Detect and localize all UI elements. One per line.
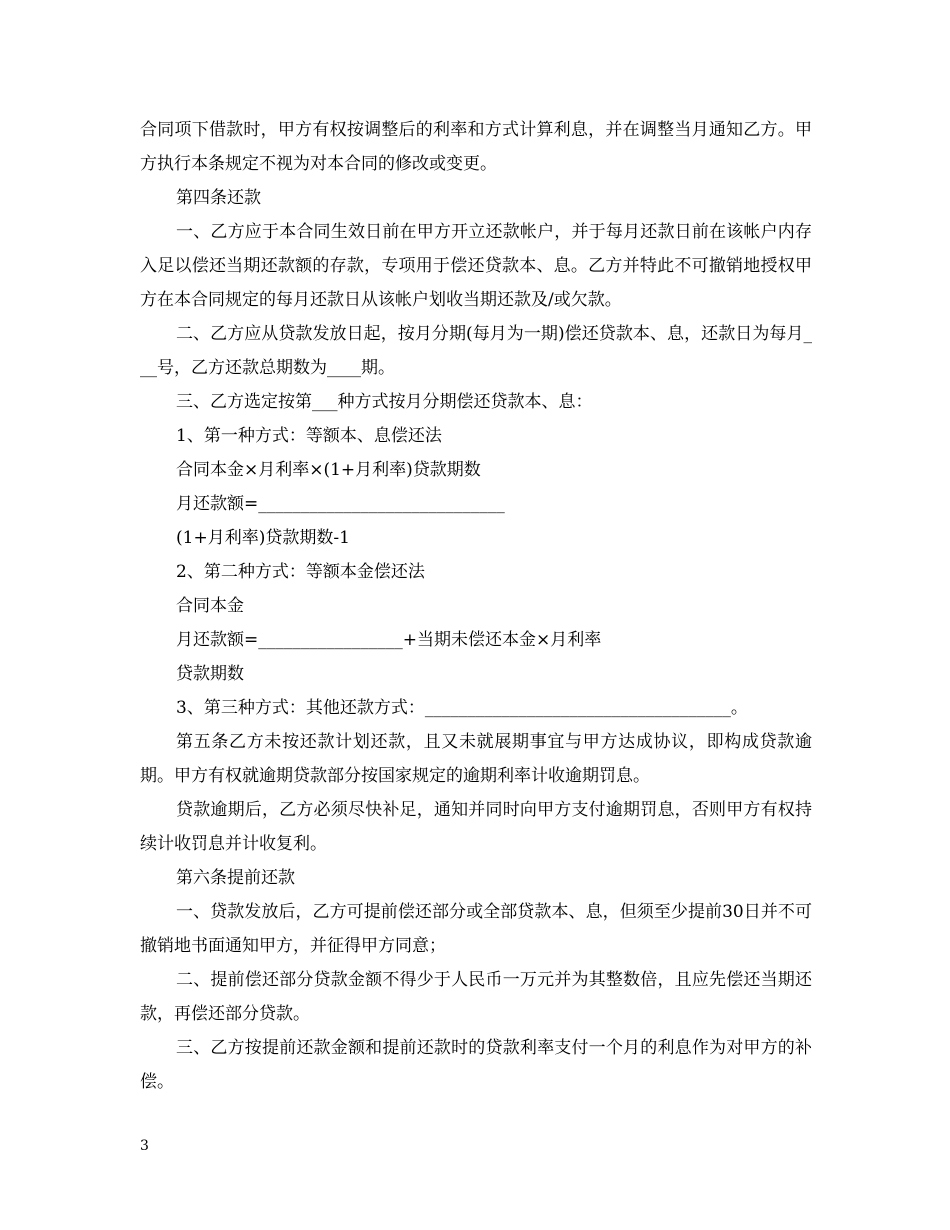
formula-1-denominator: (1+月利率)贷款期数-1 — [176, 528, 350, 548]
paragraph-prepayment-compensation: 三、乙方按提前还款金额和提前还款时的贷款利率支付一个月的利息作为对甲方的补偿。 — [140, 1038, 812, 1092]
method-1-title: 1、第一种方式：等额本、息偿还法 — [176, 426, 442, 446]
formula-2-denominator: 贷款期数 — [176, 664, 244, 684]
paragraph-overdue-penalty: 贷款逾期后，乙方必须尽快补足，通知并同时向甲方支付逾期罚息，否则甲方有权持续计收罚息并计收复利。 — [140, 800, 812, 854]
paragraph-monthly-installments: 二、乙方应从贷款发放日起，按月分期(每月为一期)偿还贷款本、息，还款日为每月___号，乙方还款总期数为____期。 — [140, 324, 812, 378]
formula-1-numerator: 合同本金×月利率×(1+月利率)贷款期数 — [176, 460, 481, 480]
heading-article-4-repayment: 第四条还款 — [176, 188, 261, 208]
paragraph-method-selection: 三、乙方选定按第___种方式按月分期偿还贷款本、息： — [176, 392, 593, 412]
page-number: 3 — [140, 1138, 149, 1154]
document-body — [140, 113, 812, 1099]
formula-2-fraction-line: 月还款额=_________________+当期未偿还本金×月利率 — [176, 630, 602, 650]
paragraph-continuation: 合同项下借款时，甲方有权按调整后的利率和方式计算利息，并在调整当月通知乙方。甲方执行本条规定不视为对本合同的修改或变更。 — [140, 120, 812, 174]
paragraph-prepayment-minimum: 二、提前偿还部分贷款金额不得少于人民币一万元并为其整数倍，且应先偿还当期还款，再偿还部分贷款。 — [140, 970, 812, 1024]
heading-article-6-prepayment: 第六条提前还款 — [176, 868, 295, 888]
paragraph-prepayment-notice: 一、贷款发放后，乙方可提前偿还部分或全部贷款本、息，但须至少提前30日并不可撤销地书面通知甲方，并征得甲方同意； — [140, 902, 812, 956]
formula-1-fraction-line: 月还款额=_____________________________ — [176, 494, 505, 514]
paragraph-repayment-account: 一、乙方应于本合同生效日前在甲方开立还款帐户，并于每月还款日前在该帐户内存入足以偿还当期还款额的存款，专项用于偿还贷款本、息。乙方并特此不可撤销地授权甲方在本合同规定的每月还款日从该帐户划收当期还款及/或欠款。 — [140, 222, 812, 310]
paragraph-article-5-overdue: 第五条乙方未按还款计划还款，且又未就展期事宜与甲方达成协议，即构成贷款逾期。甲方有权就逾期贷款部分按国家规定的逾期利率计收逾期罚息。 — [140, 732, 812, 786]
method-2-title: 2、第二种方式：等额本金偿还法 — [176, 562, 425, 582]
formula-2-numerator: 合同本金 — [176, 596, 244, 616]
method-3-title: 3、第三种方式：其他还款方式：____________________________________。 — [176, 698, 748, 718]
